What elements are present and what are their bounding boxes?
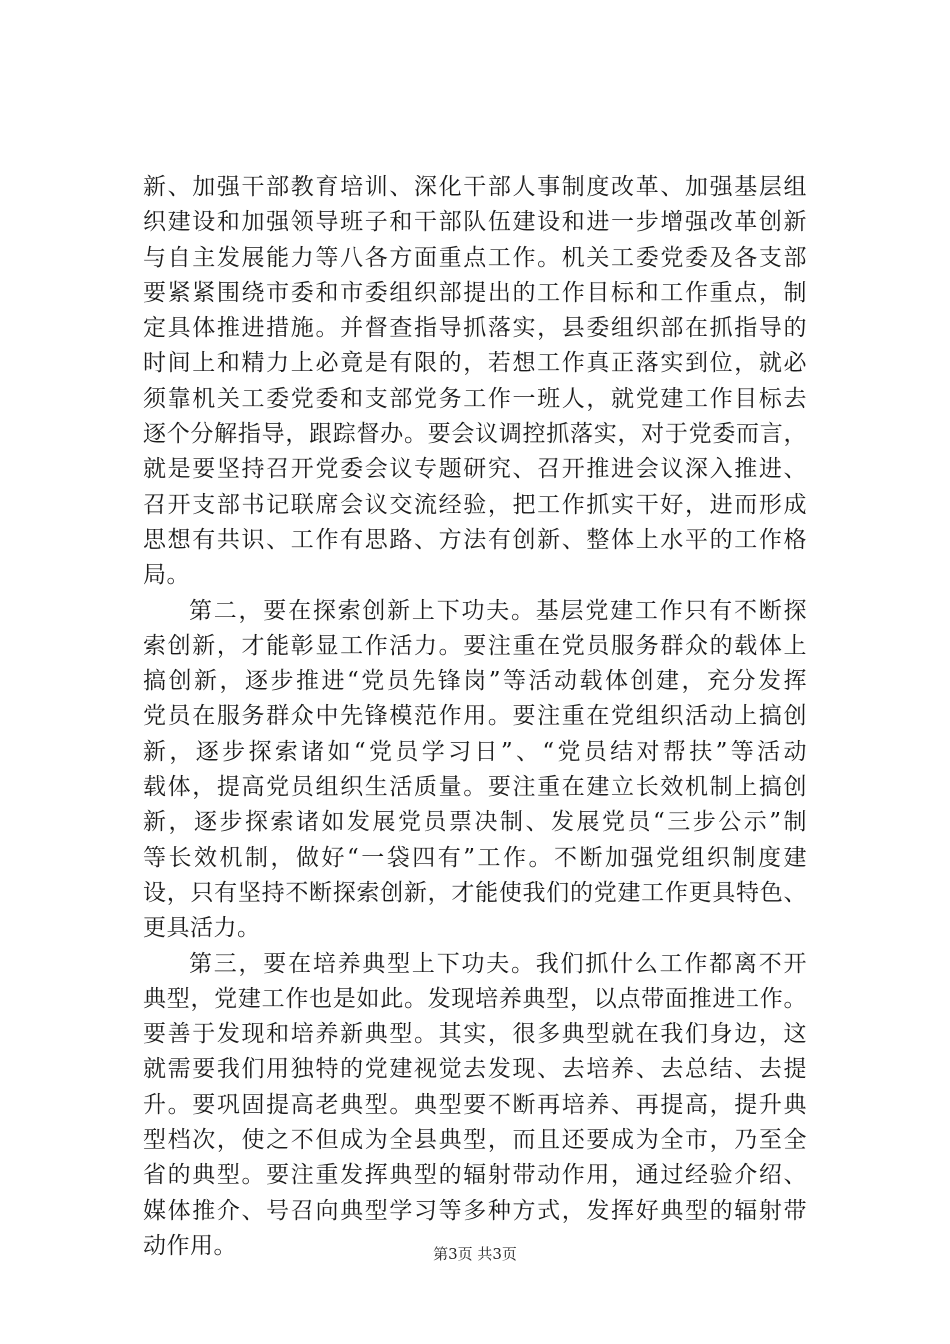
- text-line: 载体，提高党员组织生活质量。要注重在建立长效机制上搞创: [143, 774, 807, 801]
- text-line: 升。要巩固提高老典型。典型要不断再培养、再提高，提升典: [143, 1091, 807, 1118]
- paragraph-end-line: 局。: [143, 562, 190, 589]
- text-line: 时间上和精力上必竟是有限的，若想工作真正落实到位，就必: [143, 350, 807, 377]
- text-line: 新、加强干部教育培训、深化干部人事制度改革、加强基层组: [143, 174, 807, 200]
- page-number-footer: 第3页 共3页: [433, 1245, 517, 1263]
- text-line: 索创新，才能彰显工作活力。要注重在党员服务群众的载体上: [143, 632, 807, 659]
- text-line: 织建设和加强领导班子和干部队伍建设和进一步增强改革创新: [143, 209, 807, 236]
- text-line: 等长效机制，做好“一袋四有”工作。不断加强党组织制度建: [143, 844, 807, 871]
- text-line: 定具体推进措施。并督查指导抓落实，县委组织部在抓指导的: [143, 315, 807, 342]
- text-line: 要紧紧围绕市委和市委组织部提出的工作目标和工作重点，制: [143, 279, 807, 306]
- document-body: [143, 170, 807, 1264]
- text-line: 就需要我们用独特的党建视觉去发现、去培养、去总结、去提: [143, 1056, 807, 1083]
- text-line: 逐个分解指导，跟踪督办。要会议调控抓落实，对于党委而言，: [143, 421, 807, 448]
- text-line: 要善于发现和培养新典型。其实，很多典型就在我们身边，这: [143, 1021, 807, 1048]
- text-line: 型档次，使之不但成为全县典型，而且还要成为全市，乃至全: [143, 1127, 807, 1154]
- text-line: 设，只有坚持不断探索创新，才能使我们的党建工作更具特色、: [143, 879, 807, 906]
- text-line: 搞创新，逐步推进“党员先锋岗”等活动载体创建，充分发挥: [143, 668, 807, 695]
- text-line: 召开支部书记联席会议交流经验，把工作抓实干好，进而形成: [143, 491, 807, 518]
- text-line: 媒体推介、号召向典型学习等多种方式，发挥好典型的辐射带: [143, 1197, 807, 1224]
- text-line: 新，逐步探索诸如发展党员票决制、发展党员“三步公示”制: [143, 809, 807, 836]
- text-line: 新，逐步探索诸如“党员学习日”、“党员结对帮扶”等活动: [143, 738, 807, 765]
- text-line: 省的典型。要注重发挥典型的辐射带动作用，通过经验介绍、: [143, 1162, 807, 1189]
- text-line: 就是要坚持召开党委会议专题研究、召开推进会议深入推进、: [143, 456, 807, 483]
- paragraph-end-line: 动作用。: [143, 1232, 237, 1259]
- paragraph-start-line: 第三，要在培养典型上下功夫。我们抓什么工作都离不开: [189, 950, 807, 977]
- paragraph-start-line: 第二，要在探索创新上下功夫。基层党建工作只有不断探: [189, 597, 807, 624]
- text-line: 典型，党建工作也是如此。发现培养典型，以点带面推进工作。: [143, 985, 807, 1012]
- text-line: 须靠机关工委党委和支部党务工作一班人，就党建工作目标去: [143, 385, 807, 412]
- paragraph-end-line: 更具活力。: [143, 915, 261, 942]
- text-line: 思想有共识、工作有思路、方法有创新、整体上水平的工作格: [143, 526, 807, 553]
- text-line: 与自主发展能力等八各方面重点工作。机关工委党委及各支部: [143, 244, 807, 271]
- text-line: 党员在服务群众中先锋模范作用。要注重在党组织活动上搞创: [143, 703, 807, 730]
